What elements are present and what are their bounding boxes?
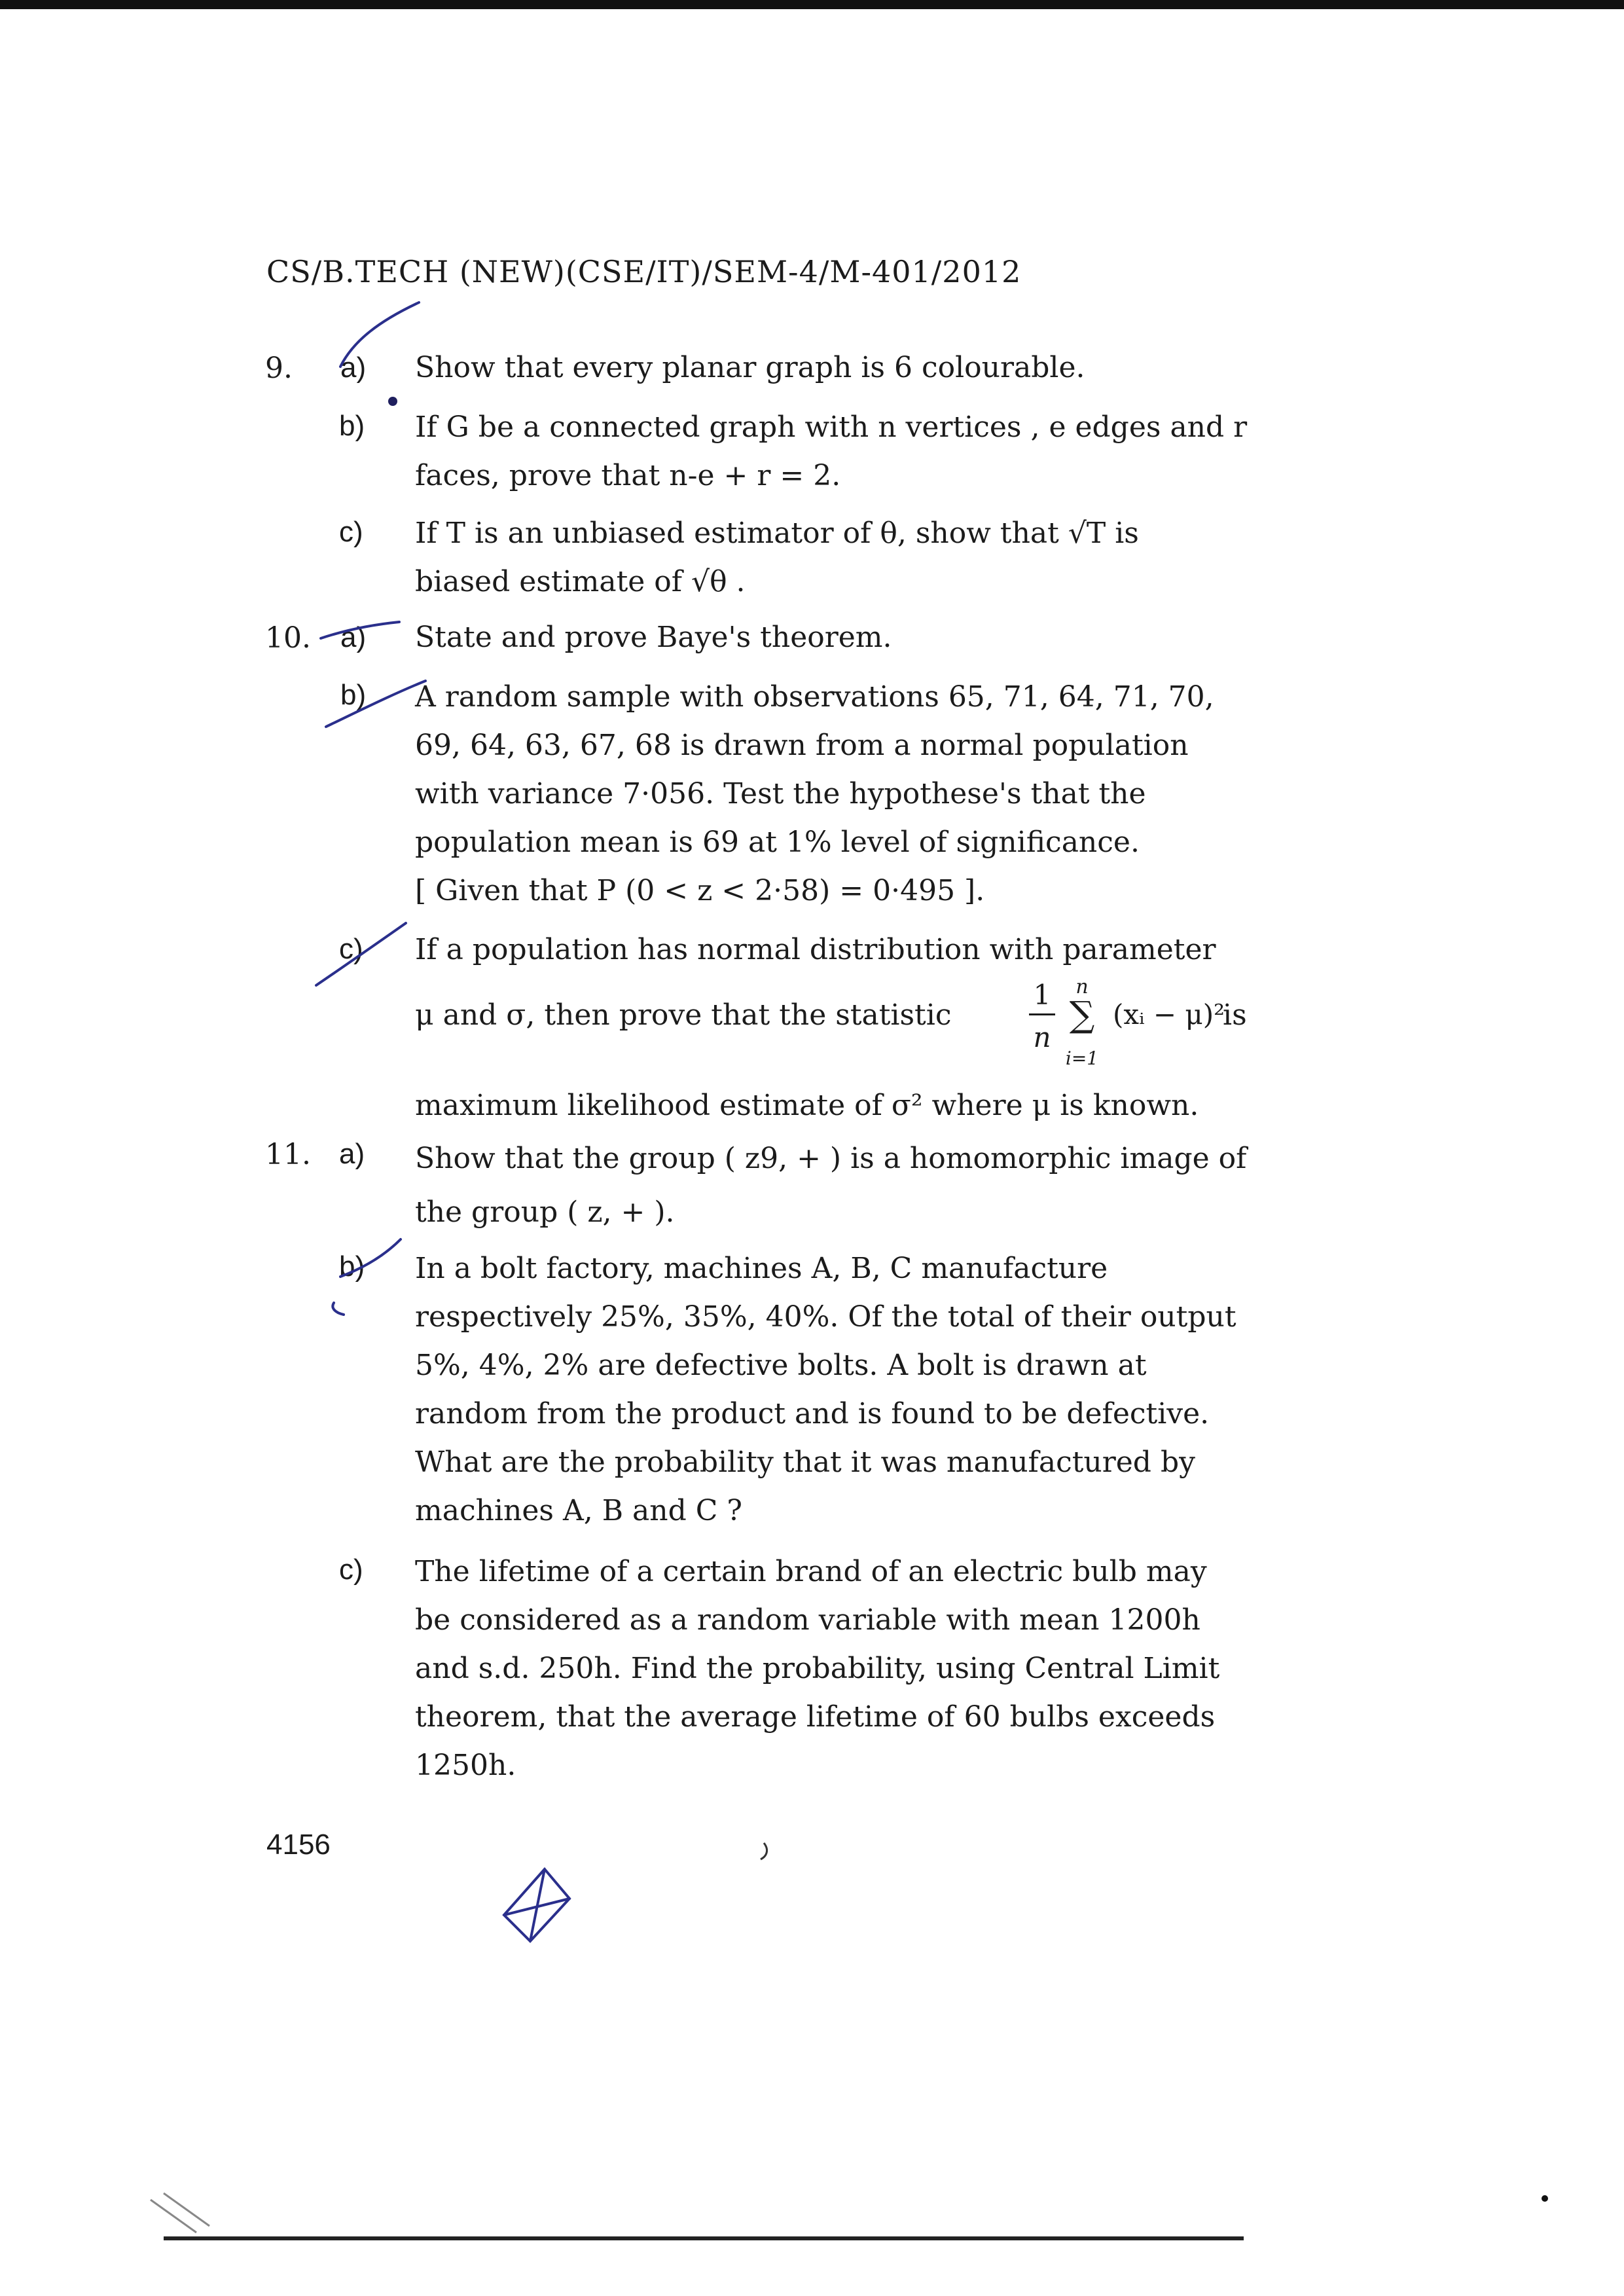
tick-mark-9a bbox=[340, 302, 419, 367]
sketch-diamond bbox=[504, 1869, 569, 1941]
part-label-11c: c) bbox=[339, 1554, 363, 1586]
q10a-text: State and prove Baye's theorem. bbox=[415, 621, 892, 654]
q11c-line-4: theorem, that the average lifetime of 60 bulbs exceeds bbox=[415, 1700, 1216, 1734]
question-number-10: 10. bbox=[265, 621, 311, 655]
hook-mark-11b bbox=[333, 1303, 344, 1315]
q10c-line-1: If a population has normal distribution with parameter bbox=[415, 933, 1216, 966]
formula-sigma: ∑ bbox=[1069, 994, 1095, 1035]
formula-body: (xᵢ − μ)² bbox=[1113, 998, 1225, 1030]
tick-mark-10c bbox=[316, 923, 406, 985]
page-number: 4156 bbox=[266, 1829, 331, 1861]
q9b-line-1: If G be a connected graph with n vertices , e edges and r bbox=[415, 410, 1248, 444]
part-label-10c: c) bbox=[339, 933, 363, 965]
q11b-line-4: random from the product and is found to be defective. bbox=[415, 1397, 1210, 1430]
q11b-line-5: What are the probability that it was manufactured by bbox=[415, 1446, 1195, 1479]
q11a-line-1: Show that the group ( z9, + ) is a homomorphic image of bbox=[415, 1142, 1247, 1175]
tick-mark-10b bbox=[326, 681, 425, 727]
q11c-line-3: and s.d. 250h. Find the probability, using Central Limit bbox=[415, 1652, 1220, 1685]
q10b-line-4: population mean is 69 at 1% level of significance. bbox=[415, 826, 1140, 859]
q9c-line-2: biased estimate of √θ . bbox=[415, 565, 746, 598]
q10c-line-3: maximum likelihood estimate of σ² where μ is known. bbox=[415, 1089, 1199, 1122]
part-label-11b: b) bbox=[339, 1250, 365, 1283]
formula-numerator: 1 bbox=[1033, 979, 1051, 1011]
q9b-line-2: faces, prove that n-e + r = 2. bbox=[415, 459, 841, 492]
page-header: CS/B.TECH (NEW)(CSE/IT)/SEM-4/M-401/2012 bbox=[266, 254, 1022, 289]
formula-denominator: n bbox=[1033, 1021, 1051, 1053]
q10b-line-1: A random sample with observations 65, 71, 64, 71, 70, bbox=[415, 680, 1214, 714]
q11c-line-1: The lifetime of a certain brand of an electric bulb may bbox=[415, 1555, 1207, 1588]
ink-dot bbox=[388, 397, 397, 406]
part-label-10a: a) bbox=[340, 621, 367, 653]
q11b-line-1: In a bolt factory, machines A, B, C manufacture bbox=[415, 1252, 1108, 1285]
q11a-line-2: the group ( z, + ). bbox=[415, 1195, 675, 1229]
question-number-9: 9. bbox=[265, 352, 293, 385]
q9a-text: Show that every planar graph is 6 colourable. bbox=[415, 351, 1085, 384]
formula-sum-lower: i=1 bbox=[1065, 1048, 1099, 1069]
q10b-line-2: 69, 64, 63, 67, 68 is drawn from a normal population bbox=[415, 729, 1189, 762]
tick-mark-11b bbox=[340, 1239, 401, 1277]
part-label-9b: b) bbox=[339, 410, 365, 442]
bottom-rule bbox=[164, 2236, 1244, 2240]
margin-scribble bbox=[151, 2193, 209, 2232]
margin-dot bbox=[1542, 2195, 1548, 2202]
q11b-line-6: machines A, B and C ? bbox=[415, 1494, 742, 1527]
tick-mark-10a bbox=[321, 622, 399, 638]
part-label-9a: a) bbox=[340, 352, 367, 384]
stray-mark bbox=[761, 1843, 767, 1859]
q10c-line-2: μ and σ, then prove that the statistic bbox=[415, 998, 952, 1032]
part-label-11a: a) bbox=[339, 1138, 365, 1170]
q11b-line-2: respectively 25%, 35%, 40%. Of the total of their output bbox=[415, 1300, 1236, 1334]
question-number-11: 11. bbox=[265, 1138, 311, 1171]
q11c-line-2: be considered as a random variable with mean 1200h bbox=[415, 1603, 1200, 1637]
q11b-line-3: 5%, 4%, 2% are defective bolts. A bolt is drawn at bbox=[415, 1349, 1147, 1382]
q10b-line-3: with variance 7·056. Test the hypothese's that the bbox=[415, 777, 1146, 811]
formula-sum-upper: n bbox=[1075, 975, 1089, 998]
q9c-line-1: If T is an unbiased estimator of θ, show that √T is bbox=[415, 517, 1139, 550]
q11c-line-5: 1250h. bbox=[415, 1749, 516, 1782]
q10b-line-5: [ Given that P (0 < z < 2·58) = 0·495 ]. bbox=[415, 874, 985, 907]
part-label-9c: c) bbox=[339, 516, 363, 548]
q10c-is: is bbox=[1223, 998, 1247, 1032]
part-label-10b: b) bbox=[340, 679, 367, 711]
